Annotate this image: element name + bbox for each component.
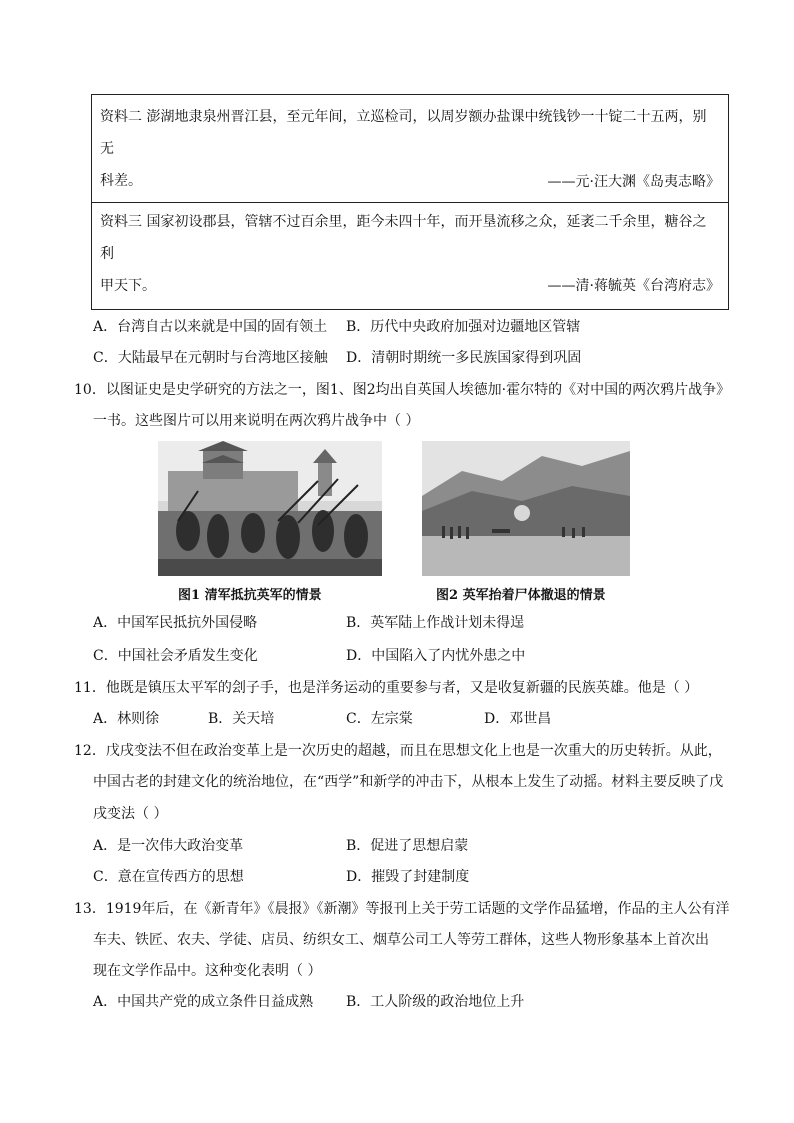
q11-option-c: C．左宗棠: [346, 711, 413, 727]
q13-stem-line1: 13．1919年后，在《新青年》《晨报》《新潮》等报刊上关于劳工话题的文学作品猛增，作品的主人公有洋: [74, 901, 730, 917]
q10-option-b: B．英军陆上作战计划未得逞: [346, 615, 525, 631]
figure-1-caption: 图1 清军抵抗英军的情景: [178, 588, 322, 603]
q10-option-d: D．中国陷入了内忧外患之中: [346, 648, 526, 664]
q11-option-b: B．关天培: [208, 711, 275, 727]
material-2-text-line2: 科差。: [100, 173, 142, 189]
q12-option-d: D．摧毁了封建制度: [346, 869, 470, 885]
q9-option-c: C．大陆最早在元朝时与台湾地区接触: [93, 350, 328, 366]
q12-option-b: B．促进了思想启蒙: [346, 838, 469, 854]
material-3-text-line2: 甲天下。: [100, 278, 156, 294]
q12-stem-line3: 戌变法（ ）: [93, 806, 168, 822]
q12-option-c: C．意在宣传西方的思想: [93, 869, 244, 885]
q9-option-b: B．历代中央政府加强对边疆地区管辖: [346, 319, 581, 335]
material-2: [92, 95, 728, 203]
material-2-source: ——元·汪大渊《岛夷志略》: [547, 174, 720, 190]
material-3-source: ——清·蒋毓英《台湾府志》: [547, 278, 720, 294]
q11-stem: 11．他既是镇压太平军的刽子手，也是洋务运动的重要参与者，又是收复新疆的民族英雄。他是（ ）: [74, 680, 699, 696]
q11-option-a: A．林则徐: [93, 711, 160, 727]
q9-option-a: A．台湾自古以来就是中国的固有领土: [93, 319, 328, 335]
q13-option-a: A．中国共产党的成立条件日益成熟: [93, 994, 314, 1010]
q9-option-d: D．清朝时期统一多民族国家得到巩固: [346, 350, 582, 366]
q10-option-c: C．中国社会矛盾发生变化: [93, 648, 258, 664]
q12-stem-line1: 12．戊戌变法不但在政治变革上是一次历史的超越，而且在思想文化上也是一次重大的历史转折。从此，: [74, 743, 722, 759]
q12-stem-line2: 中国古老的封建文化的统治地位，在“西学”和新学的冲击下，从根本上发生了动摇。材料主要反映了戊: [93, 774, 724, 790]
materials-box: [91, 94, 729, 310]
q12-option-a: A．是一次伟大政治变革: [93, 838, 244, 854]
q13-stem-line2: 车夫、铁匠、农夫、学徒、店员、纺织女工、烟草公司工人等劳工群体，这些人物形象基本上首次出: [93, 932, 709, 948]
material-2-text-line1: 资料二 澎湖地隶泉州晋江县，至元年间，立巡检司，以周岁额办盐课中统钱钞一十锭二十五两，别无: [100, 109, 707, 157]
figure-2-caption: 图2 英军抬着尸体撤退的情景: [436, 588, 606, 603]
q10-stem-line2: 一书。这些图片可以用来说明在两次鸦片战争中（ ）: [93, 413, 420, 429]
q11-option-d: D．邓世昌: [484, 711, 552, 727]
q13-option-b: B．工人阶级的政治地位上升: [346, 994, 525, 1010]
figure-2-image: [422, 441, 630, 576]
material-3: [92, 203, 728, 309]
q10-option-a: A．中国军民抵抗外国侵略: [93, 615, 258, 631]
q10-stem-line1: 10．以图证史是史学研究的方法之一，图1、图2均出自英国人埃德加·霍尔特的《对中国的两次鸦片战争》: [74, 382, 731, 398]
q13-stem-line3: 现在文学作品中。这种变化表明（ ）: [93, 963, 322, 979]
material-3-text-line1: 资料三 国家初设郡县，管辖不过百余里，距今未四十年，而开垦流移之众，延袤二千余里，糖谷之利: [100, 214, 707, 262]
figure-1-image: [158, 441, 382, 576]
